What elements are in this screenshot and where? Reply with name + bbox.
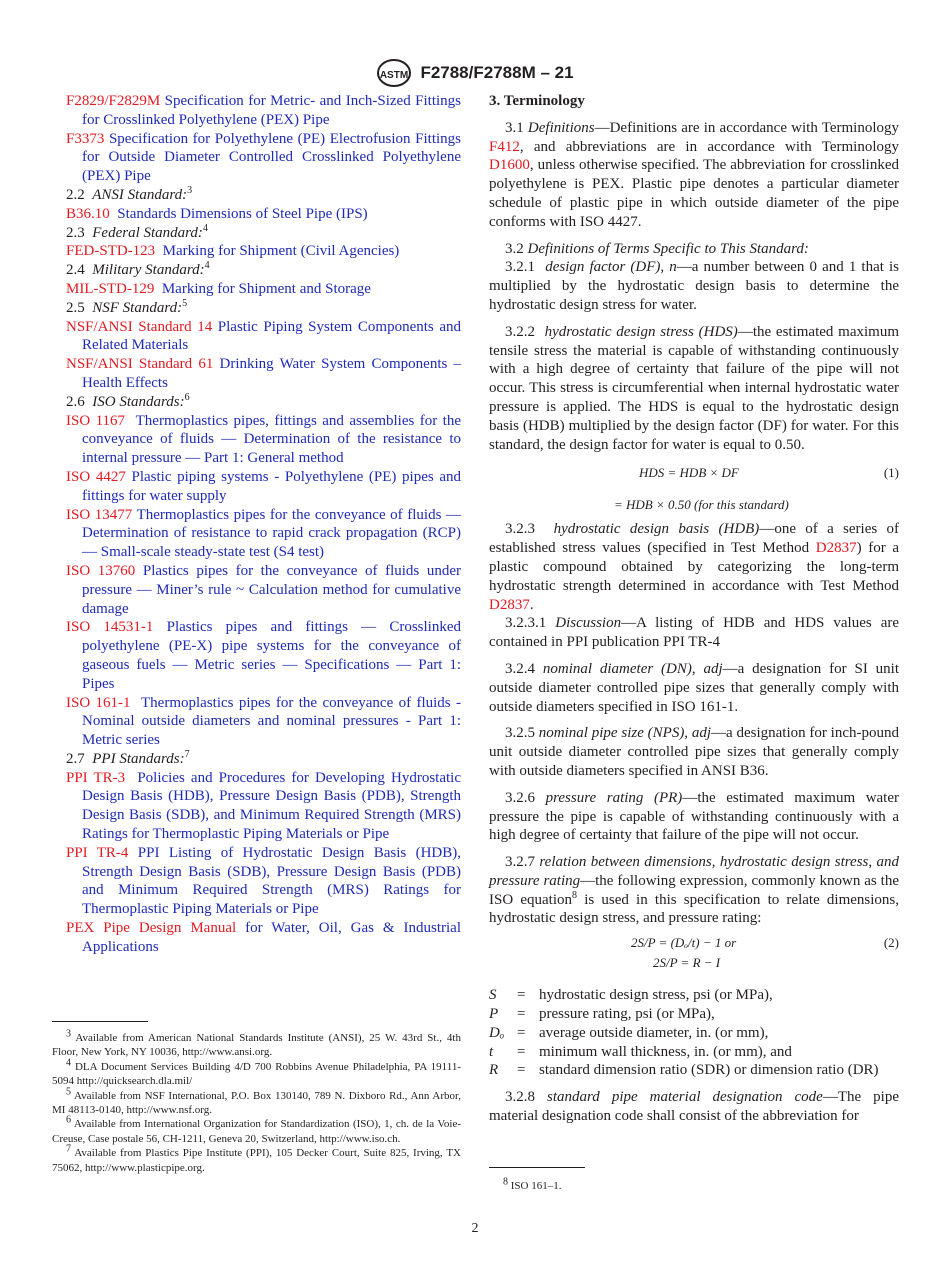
reference-link[interactable]: NSF/ANSI Standard 61 (66, 356, 214, 373)
footnote: $^5$ Available from NSF International, P.O. Box 130140, 789 N. Dixboro Rd., Ann Arbor, MI 48113-0140, http://www.nsf.org. (52, 1085, 461, 1117)
reference-link[interactable]: MIL-STD-129 (66, 280, 155, 297)
definition-row: S = hydrostatic design stress, psi (or MPa), (489, 987, 773, 1004)
reference-title: Drinking Water System Components – Health Effects (82, 356, 462, 391)
reference-link[interactable]: ISO 161-1 (66, 694, 131, 711)
section-heading: 2.2 ANSI Standard:$^3$ (66, 184, 193, 203)
paragraph-3-2-5: 3.2.5 nominal pipe size (NPS), adj—a designation for inch-pound unit outside diameter controlled pipe sizes that generally comply with outside diameters specified in ANSI B36. (489, 725, 900, 779)
footnote-rule (52, 1021, 148, 1022)
equation-line: HDS = HDB × DF (639, 465, 739, 481)
reference-item (66, 919, 461, 957)
section-heading: 2.7 PPI Standards:$^7$ (66, 748, 190, 767)
reference-title: Standards Dimensions of Steel Pipe (IPS) (117, 205, 368, 222)
section-title: 3. Terminology (489, 93, 585, 109)
reference-link[interactable]: ISO 4427 (66, 468, 126, 485)
reference-item (66, 242, 461, 261)
reference-item (66, 355, 461, 393)
page-number: 2 (471, 1221, 479, 1236)
reference-link[interactable]: F2829/F2829M (66, 93, 161, 109)
reference-title: Marking for Shipment and Storage (161, 280, 371, 297)
definition-row: t = minimum wall thickness, in. (or mm), and (489, 1043, 792, 1060)
footnotes-left (52, 1028, 461, 1175)
reference-link[interactable]: ISO 1167 (66, 412, 126, 429)
reference-item (66, 205, 461, 224)
reference-item (66, 130, 461, 186)
reference-item (66, 562, 461, 618)
reference-title: Specification for Metric- and Inch-Sized Fittings for Crosslinked Polyethylene (PEX) Pipe (82, 93, 461, 128)
footnote: $^4$ DLA Document Services Building 4/D 700 Robbins Avenue Philadelphia, PA 19111-5094 http://quicksearch.dla.mil/ (52, 1057, 461, 1088)
reference-item (66, 844, 461, 919)
reference-link[interactable]: ISO 14531-1 (66, 619, 154, 636)
reference-item (66, 92, 461, 130)
reference-link[interactable]: ISO 13477 (66, 506, 133, 523)
reference-title: Thermoplastics pipes for the conveyance of fluids - Nominal outside diameters and nominal pressures - Part 1: Metric series (82, 694, 461, 749)
reference-item (66, 412, 461, 468)
section-heading: 2.6 ISO Standards:$^6$ (66, 391, 190, 410)
reference-title: Plastic piping systems - Polyethylene (PE) pipes and fittings for water supply (82, 468, 462, 504)
equation-2 (489, 934, 899, 954)
reference-link[interactable]: D2837 (815, 540, 857, 557)
reference-item (66, 694, 461, 750)
definition-row: R = standard dimension ratio (SDR) or dimension ratio (DR) (489, 1062, 879, 1079)
document-code: F2788/F2788M – 21 (420, 63, 574, 82)
equation-line: 2S/P = (Dₒ/t) − 1 or (631, 935, 737, 951)
equation-line: = HDB × 0.50 (for this standard) (614, 497, 789, 513)
paragraph-3-2-7: 3.2.7 relation between dimensions, hydrostatic design stress, and pressure rating—the following expression, commonly known as the ISO equation$^8$ is used in this specification to relate dimensions, hydrostatic design stress, and pressure rating: (489, 854, 900, 927)
left-column (66, 92, 461, 957)
reference-title: for Water, Oil, Gas & Industrial Applications (82, 920, 461, 955)
paragraph-3-2: 3.2 Definitions of Terms Specific to This Standard: (505, 240, 809, 257)
reference-title: Thermoplastics pipes, fittings and assemblies for the conveyance of fluids — Determination of the resistance to internal pressure — Part 1: General method (82, 412, 461, 467)
equation-1b (489, 496, 899, 516)
paragraph-3-2-3: 3.2.3 hydrostatic design basis (HDB)—one of a series of established stress values (specified in Test Method D2837) for a plastic compound obtained by categorizing the long-term hydrostatic strength determined in accordance with Test Method D2837. (489, 521, 900, 613)
reference-item (66, 618, 461, 693)
reference-link[interactable]: F3373 (66, 130, 105, 147)
logo-text: ASTM (380, 70, 409, 81)
equation-number: (1) (883, 465, 899, 481)
paragraph-3-1: 3.1 Definitions—Definitions are in accordance with Terminology F412, and abbreviations are in accordance with Terminology D1600, unless otherwise specified. The abbreviation for crosslinked polyethylene is PEX. Plastic pipe denotes a particular diameter schedule of plastic pipe in which outside diameter of the pipe conforms with ISO 4427. (489, 119, 899, 230)
reference-title: Policies and Procedures for Developing Hydrostatic Design Basis (HDB), Pressure Design Basis (PDB), Strength Design Basis (SDB), and Minimum Required Strength (MRS) Ratings for Thermoplastic Piping Materials or Pipe (82, 769, 461, 843)
symbol-definitions (489, 986, 899, 1080)
reference-title: PPI Listing of Hydrostatic Design Basis (HDB), Strength Design Basis (SDB), Pressure Design Basis (PDB) and Minimum Required Strength (MRS) Ratings for Thermoplastic Piping Materials or Pipe (82, 844, 461, 918)
section-heading: 2.4 Military Standard:$^4$ (66, 260, 210, 279)
reference-link[interactable]: D1600 (489, 157, 530, 174)
paragraph-3-2-3-1: 3.2.3.1 Discussion—A listing of HDB and HDS values are contained in PPI publication PPI TR-4 (489, 615, 899, 651)
page-header (0, 58, 950, 88)
reference-link[interactable]: B36.10 (66, 205, 110, 222)
equation-2b (489, 954, 899, 974)
reference-title: Plastic Piping System Components and Related Materials (82, 318, 462, 354)
reference-item (66, 468, 461, 506)
definition-row: Dₒ = average outside diameter, in. (or mm), (489, 1024, 769, 1041)
definition-row: P = pressure rating, psi (or MPa), (489, 1006, 715, 1023)
reference-item (66, 769, 461, 844)
footnote: $^3$ Available from American National Standards Institute (ANSI), 25 W. 43rd St., 4th Floor, New York, NY 10036, http://www.ansi.org. (52, 1028, 461, 1059)
reference-title: Plastics pipes and fittings — Crosslinked polyethylene (PE-X) pipe systems for the conveyance of gaseous fuels — Metric series — Specifications — Part 1: Pipes (82, 619, 462, 692)
footnote-rule (489, 1167, 585, 1168)
reference-item (66, 280, 461, 299)
paragraph-3-2-8: 3.2.8 standard pipe material designation code—The pipe material designation code shall consist of the abbreviation for (489, 1089, 899, 1125)
equation-1 (489, 464, 899, 484)
paragraph-3-2-1: 3.2.1 design factor (DF), n—a number between 0 and 1 that is multiplied by the hydrostatic design basis to determine the hydrostatic design stress for water. (489, 259, 900, 313)
footnote-right (489, 1176, 899, 1193)
section-heading: 2.5 NSF Standard:$^5$ (66, 297, 188, 316)
footnote: $^6$ Available from International Organization for Standardization (ISO), 1, ch. de la Voie-Creuse, Case postale 56, CH-1211, Geneva 20, Switzerland, http://www.iso.ch. (52, 1114, 461, 1145)
reference-link[interactable]: PPI TR-4 (66, 844, 129, 861)
reference-item (66, 506, 461, 562)
paragraph-3-2-6: 3.2.6 pressure rating (PR)—the estimated maximum water pressure the pipe is capable of withstanding continuously with a high degree of certainty that failure of the pipe will not occur. (489, 789, 900, 844)
equation-line: 2S/P = R − I (653, 955, 721, 971)
reference-link[interactable]: NSF/ANSI Standard 14 (66, 318, 213, 335)
reference-title: Plastics pipes for the conveyance of fluids under pressure — Miner’s rule ~ Calculation method for cumulative damage (82, 562, 462, 617)
equation-number: (2) (883, 935, 899, 951)
footnote: $^8$ ISO 161–1. (503, 1176, 562, 1192)
reference-link[interactable]: ISO 13760 (66, 562, 136, 579)
paragraph-3-2-2: 3.2.2 hydrostatic design stress (HDS)—the estimated maximum tensile stress the material is capable of withstanding continuously with a high degree of certainty that failure of the pipe will not occur. This stress is circumferential when internal hydrostatic water pressure is applied. The HDS is equal to the hydrostatic design basis (HDB) multiplied by the design factor (DF) for water. For this standard, the design factor for water is equal to 0.50. (489, 323, 900, 453)
paragraph-3-2-4: 3.2.4 nominal diameter (DN), adj—a designation for SI unit outside diameter controlled pipe sizes that generally comply with outside diameters specified in ISO 161-1. (489, 660, 900, 715)
reference-link[interactable]: PEX Pipe Design Manual (66, 920, 237, 937)
reference-title: Marking for Shipment (Civil Agencies) (162, 243, 400, 260)
reference-title: Thermoplastics pipes for the conveyance of fluids — Determination of resistance to rapid crack propagation (RCP) — Small-scale steady-state test (S4 test) (82, 506, 462, 561)
reference-link[interactable]: D2837 (489, 596, 530, 613)
reference-title: Specification for Polyethylene (PE) Electrofusion Fittings for Outside Diameter Controlled Crosslinked Polyethylene (PEX) Pipe (82, 130, 461, 185)
reference-item (66, 318, 461, 356)
astm-logo-icon (376, 58, 412, 88)
right-column (489, 92, 899, 1126)
reference-link[interactable]: FED-STD-123 (66, 243, 156, 260)
reference-link[interactable]: PPI TR-3 (66, 769, 126, 786)
section-heading: 2.3 Federal Standard:$^4$ (66, 222, 208, 241)
reference-link[interactable]: F412 (489, 138, 520, 155)
footnote: $^7$ Available from Plastics Pipe Institute (PPI), 105 Decker Court, Suite 825, Irving, TX 75062, http://www.plasticpipe.org. (52, 1143, 461, 1174)
